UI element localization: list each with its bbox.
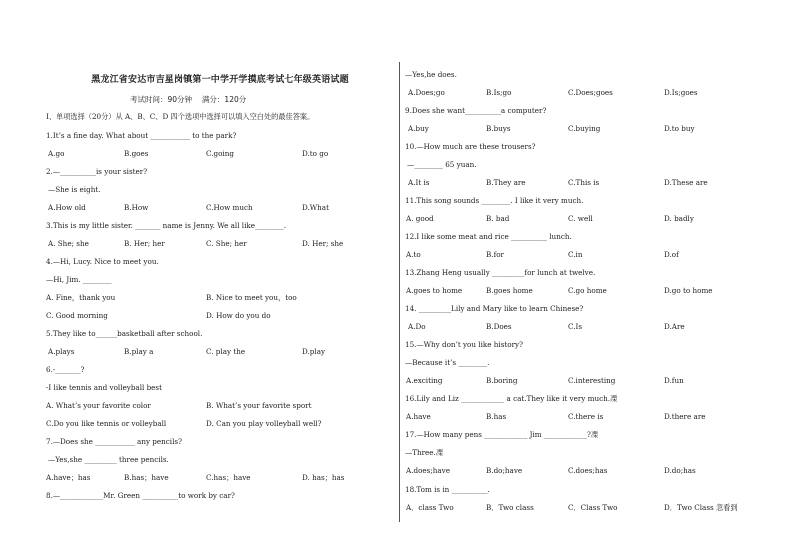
q11-option-c: C. well bbox=[568, 214, 593, 223]
q18-option-d: D．Two Class 忽看到 bbox=[664, 503, 738, 512]
q8-option-b: B.Is;go bbox=[486, 88, 512, 97]
q10-option-d: D.These are bbox=[664, 178, 708, 187]
question-13: 13.Zhang Heng usually _________for lunch at twelve. bbox=[405, 268, 596, 277]
q4-option-c: C. Good morning bbox=[46, 311, 108, 320]
q5-option-b: B.play a bbox=[124, 347, 154, 356]
question-6: 6.-_______? bbox=[46, 365, 85, 374]
q10-option-a: A.It is bbox=[408, 178, 430, 187]
question-15-reply: —Because it’s ________. bbox=[405, 358, 490, 367]
q1-option-b: B.goes bbox=[124, 149, 149, 158]
q11-option-b: B. bad bbox=[486, 214, 510, 223]
question-15: 15.—Why don’t you like history? bbox=[405, 340, 523, 349]
q6-option-c: C.Do you like tennis or volleyball bbox=[46, 419, 167, 428]
section-heading: Ⅰ、单项选择（20分）从 A、B、C、D 四个选项中选择可以填入空白处的最佳答案。 bbox=[46, 112, 315, 121]
q17-option-a: A.does;have bbox=[406, 466, 450, 475]
question-14: 14. _________Lily and Mary like to learn Chinese? bbox=[405, 304, 584, 313]
question-17: 17.—How many pens ____________ Jim ____________?凓 bbox=[405, 430, 599, 439]
question-7-reply: —Yes,she _________ three pencils. bbox=[48, 455, 169, 464]
question-3: 3.This is my little sister. _______ name is Jenny. We all like________. bbox=[46, 221, 287, 230]
question-2-answer: —She is eight. bbox=[48, 185, 101, 194]
q15-option-a: A.exciting bbox=[406, 376, 443, 385]
q6-option-a: A. What’s your favorite color bbox=[46, 401, 151, 410]
q16-option-b: B.has bbox=[486, 412, 507, 421]
page-title: 黑龙江省安达市吉星岗镇第一中学开学摸底考试七年级英语试题 bbox=[91, 75, 349, 85]
question-4: 4.—Hi, Lucy. Nice to meet you. bbox=[46, 257, 159, 266]
q13-option-a: A.goes to home bbox=[406, 286, 463, 295]
q1-option-a: A.go bbox=[48, 149, 65, 158]
q10-option-c: C.This is bbox=[568, 178, 600, 187]
q5-option-a: A.plays bbox=[48, 347, 75, 356]
q5-option-d: D.play bbox=[302, 347, 326, 356]
q1-option-d: D.to go bbox=[302, 149, 329, 158]
q13-option-b: B.goes home bbox=[486, 286, 533, 295]
q17-option-c: C.does;has bbox=[568, 466, 608, 475]
q16-option-d: D.there are bbox=[664, 412, 706, 421]
q5-option-c: C. play the bbox=[206, 347, 246, 356]
q9-option-a: A.buy bbox=[408, 124, 429, 133]
q3-option-c: C. She; her bbox=[206, 239, 247, 248]
q7-option-d: D. has；has bbox=[302, 473, 345, 482]
q9-option-c: C.buying bbox=[568, 124, 601, 133]
question-8-reply: —Yes,he does. bbox=[405, 70, 457, 79]
question-10: 10.—How much are these trousers? bbox=[405, 142, 536, 151]
q2-option-a: A.How old bbox=[48, 203, 86, 212]
q16-option-c: C.there is bbox=[568, 412, 604, 421]
q9-option-d: D.to buy bbox=[664, 124, 695, 133]
q8-option-d: D.Is;goes bbox=[664, 88, 698, 97]
question-2: 2.—__________is your sister? bbox=[46, 167, 148, 176]
q13-option-c: C.go home bbox=[568, 286, 607, 295]
q16-option-a: A.have bbox=[406, 412, 431, 421]
q12-option-a: A.to bbox=[406, 250, 421, 259]
q9-option-b: B.buys bbox=[486, 124, 511, 133]
q15-option-b: B.boring bbox=[486, 376, 518, 385]
q18-option-c: C．Class Two bbox=[568, 503, 618, 512]
q14-option-b: B.Does bbox=[486, 322, 512, 331]
q14-option-a: A.Do bbox=[408, 322, 426, 331]
q2-option-c: C.How much bbox=[206, 203, 253, 212]
q8-option-a: A.Does;go bbox=[408, 88, 445, 97]
q4-option-a: A. Fine，thank you bbox=[46, 293, 116, 302]
q18-option-b: B．Two class bbox=[486, 503, 534, 512]
q7-option-b: B.has；have bbox=[124, 473, 169, 482]
q4-option-b: B. Nice to meet you，too bbox=[206, 293, 297, 302]
q15-option-d: D.fun bbox=[664, 376, 684, 385]
q1-option-c: C.going bbox=[206, 149, 234, 158]
column-divider bbox=[399, 62, 400, 522]
question-10-reply: —________ 65 yuan. bbox=[407, 160, 477, 169]
question-7: 7.—Does she ___________ any pencils? bbox=[46, 437, 182, 446]
q3-option-b: B. Her; her bbox=[124, 239, 165, 248]
question-1: 1.It’s a fine day. What about ___________ to the park? bbox=[46, 131, 237, 140]
q11-option-d: D. badly bbox=[664, 214, 694, 223]
q8-option-c: C.Does;goes bbox=[568, 88, 613, 97]
question-8: 8.—____________Mr. Green __________to work by car? bbox=[46, 491, 235, 500]
q6-option-d: D. Can you play volleyball well? bbox=[206, 419, 322, 428]
q4-option-d: D. How do you do bbox=[206, 311, 271, 320]
q2-option-b: B.How bbox=[124, 203, 149, 212]
q17-option-b: B.do;have bbox=[486, 466, 523, 475]
exam-info: 考试时间：90分钟 满分：120分 bbox=[130, 95, 247, 104]
question-9: 9.Does she want__________a computer? bbox=[405, 106, 547, 115]
question-5: 5.They like to______basketball after school. bbox=[46, 329, 203, 338]
q12-option-d: D.of bbox=[664, 250, 679, 259]
q7-option-c: C.has；have bbox=[206, 473, 251, 482]
q12-option-b: B.for bbox=[486, 250, 504, 259]
question-4-reply: —Hi, Jim. ________ bbox=[46, 275, 112, 284]
q3-option-a: A. She; she bbox=[48, 239, 89, 248]
q17-option-d: D.do;has bbox=[664, 466, 696, 475]
q18-option-a: A．class Two bbox=[406, 503, 454, 512]
question-17-reply: —Three.凓 bbox=[405, 448, 444, 457]
q14-option-c: C.Is bbox=[568, 322, 583, 331]
q14-option-d: D.Are bbox=[664, 322, 685, 331]
q11-option-a: A. good bbox=[406, 214, 434, 223]
q10-option-b: B.They are bbox=[486, 178, 526, 187]
q6-option-b: B. What’s your favorite sport bbox=[206, 401, 312, 410]
q15-option-c: C.interesting bbox=[568, 376, 616, 385]
question-11: 11.This song sounds ________. I like it very much. bbox=[405, 196, 584, 205]
q12-option-c: C.in bbox=[568, 250, 583, 259]
q2-option-d: D.What bbox=[302, 203, 329, 212]
question-16: 16.Lily and Liz ____________ a cat.They like it very much.凓 bbox=[405, 394, 618, 403]
question-12: 12.I like some meat and rice __________ lunch. bbox=[405, 232, 572, 241]
question-6-reply: -I like tennis and volleyball best bbox=[46, 383, 163, 392]
q7-option-a: A.have；has bbox=[46, 473, 91, 482]
q13-option-d: D.go to home bbox=[664, 286, 713, 295]
q3-option-d: D. Her; she bbox=[302, 239, 344, 248]
question-18: 18.Tom is in __________. bbox=[405, 485, 490, 494]
